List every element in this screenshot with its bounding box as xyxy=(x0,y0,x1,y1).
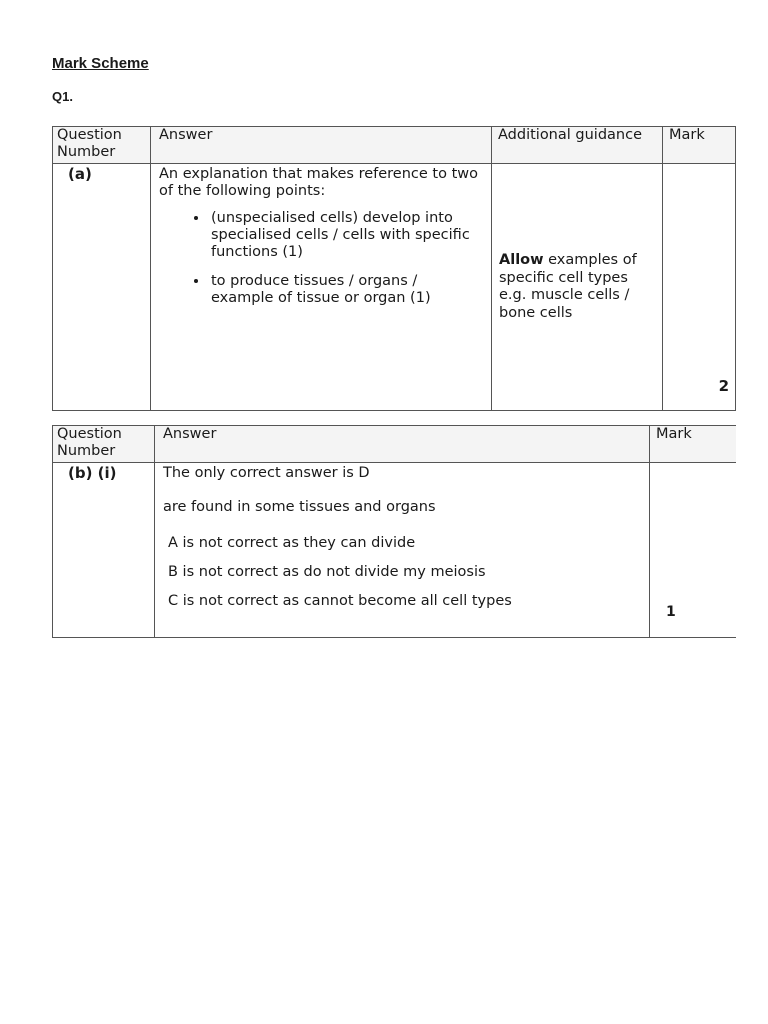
mark-scheme-table-b xyxy=(52,425,736,638)
question-label: Q1. xyxy=(52,89,73,104)
answer-cell xyxy=(151,164,492,411)
answer-option-c: C is not correct as cannot become all cell types xyxy=(168,593,512,609)
guidance-allow: Allow xyxy=(499,252,544,268)
answer-line: The only correct answer is D xyxy=(163,465,370,481)
guidance-text: examples of specific cell types e.g. muscle cells / bone cells xyxy=(499,252,637,321)
answer-cell xyxy=(155,463,650,638)
header-mark: Mark xyxy=(650,426,736,463)
answer-points-list xyxy=(159,210,483,307)
header-mark: Mark xyxy=(663,127,736,164)
header-answer: Answer xyxy=(151,127,492,164)
header-additional-guidance: Additional guidance xyxy=(492,127,663,164)
header-question-number: Question Number xyxy=(53,426,155,463)
mark-cell: 1 xyxy=(650,463,736,638)
guidance-cell xyxy=(492,164,663,411)
mark-cell: 2 xyxy=(663,164,736,411)
question-number-cell: (a) xyxy=(53,164,151,411)
header-question-number: Question Number xyxy=(53,127,151,164)
answer-option-a: A is not correct as they can divide xyxy=(168,535,416,551)
page-title: Mark Scheme xyxy=(52,55,149,72)
answer-point: • to produce tissues / organs / example of tissue or organ (1) xyxy=(209,273,483,307)
header-answer: Answer xyxy=(155,426,650,463)
question-number-cell: (b) (i) xyxy=(53,463,155,638)
answer-option-b: B is not correct as do not divide my meiosis xyxy=(168,564,486,580)
answer-intro: An explanation that makes reference to two of the following points: xyxy=(159,166,478,199)
mark-scheme-table-a xyxy=(52,126,736,411)
answer-point: • (unspecialised cells) develop into specialised cells / cells with specific functions (1) xyxy=(209,210,483,261)
answer-line: are found in some tissues and organs xyxy=(163,499,436,515)
